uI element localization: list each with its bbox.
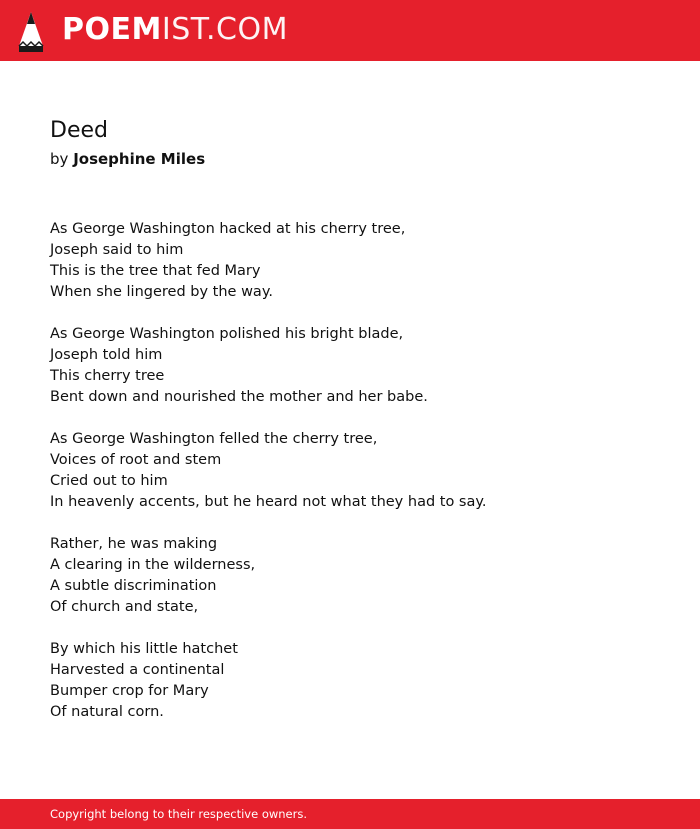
site-footer [0, 799, 700, 829]
poem-stanza [50, 429, 670, 513]
poem-line: A clearing in the wilderness, [50, 557, 256, 573]
poem-line: As George Washington felled the cherry tree, [50, 431, 378, 447]
poem-line: By which his little hatchet [50, 641, 238, 657]
site-logo[interactable] [62, 12, 288, 48]
poem-stanza [50, 324, 670, 408]
poem-line: Of natural corn. [50, 704, 164, 720]
poem-title: Deed [50, 118, 108, 143]
by-label: by [50, 150, 69, 168]
poem-line: This is the tree that fed Mary [50, 263, 261, 279]
poem-line: Harvested a continental [50, 662, 225, 678]
poem-byline [50, 149, 205, 169]
pencil-tip-icon[interactable] [18, 10, 44, 52]
site-header [0, 0, 700, 61]
logo-text-bold: POEM [62, 12, 162, 47]
copyright-notice: Copyright belong to their respective owners. [50, 807, 308, 821]
poem-body [50, 219, 670, 744]
poem-line: Cried out to him [50, 473, 168, 489]
poem-stanza [50, 639, 670, 723]
poem-line: Of church and state, [50, 599, 199, 615]
poem-line: Voices of root and stem [50, 452, 222, 468]
poem-stanza [50, 534, 670, 618]
poem-author: Josephine Miles [73, 150, 206, 168]
poem-line: A subtle discrimination [50, 578, 217, 594]
poem-line: Bent down and nourished the mother and her babe. [50, 389, 428, 405]
poem-line: As George Washington polished his bright blade, [50, 326, 404, 342]
logo-text-light: IST.COM [161, 12, 288, 47]
poem-line: Joseph said to him [50, 242, 184, 258]
poem-line: Bumper crop for Mary [50, 683, 209, 699]
poem-line: In heavenly accents, but he heard not what they had to say. [50, 494, 487, 510]
poem-line: As George Washington hacked at his cherry tree, [50, 221, 406, 237]
poem-line: This cherry tree [50, 368, 165, 384]
poem-line: Rather, he was making [50, 536, 218, 552]
poem-line: When she lingered by the way. [50, 284, 273, 300]
poem-stanza [50, 219, 670, 303]
poem-line: Joseph told him [50, 347, 163, 363]
